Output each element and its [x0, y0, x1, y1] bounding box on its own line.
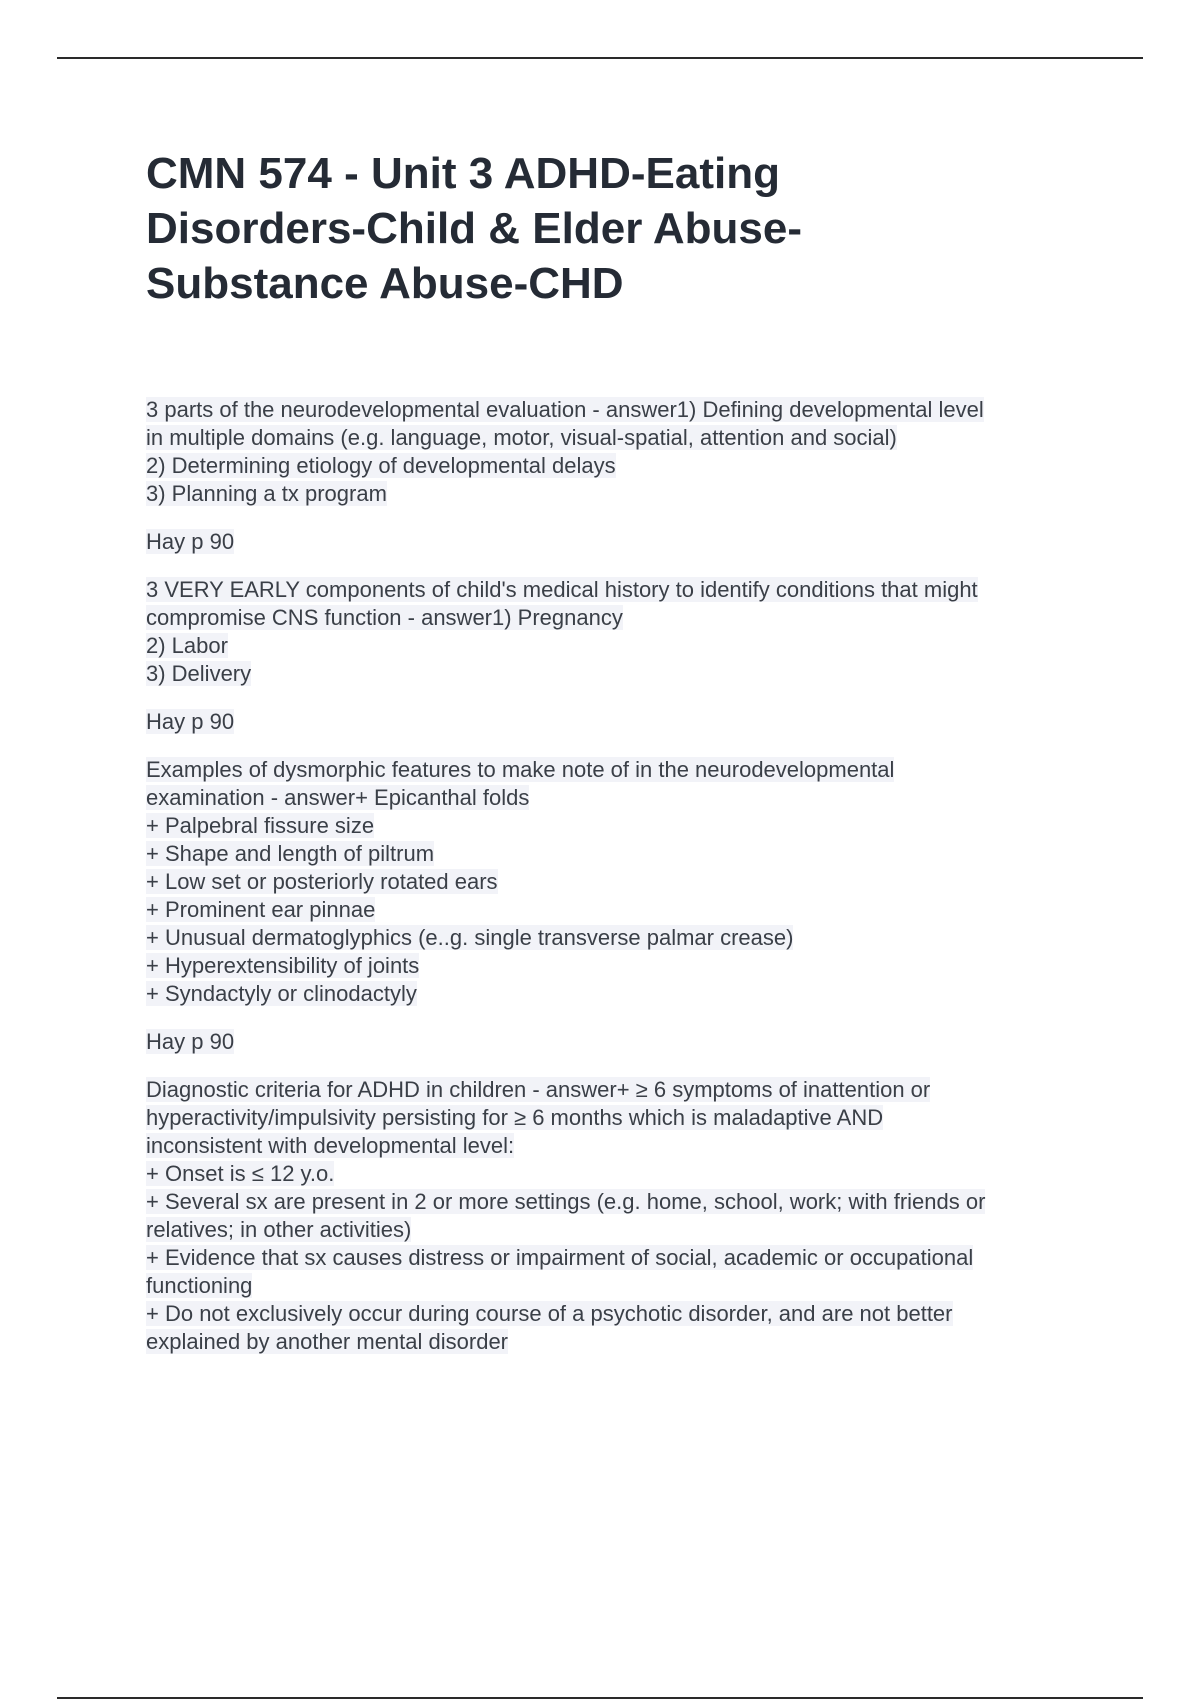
card-text-line: hyperactivity/impulsivity persisting for ≥ 6 months which is maladaptive AND	[146, 1105, 884, 1130]
card-text-line: 3) Planning a tx program	[146, 481, 387, 506]
card-text-line: + Evidence that sx causes distress or impairment of social, academic or occupational	[146, 1245, 974, 1270]
card-text-line: Examples of dysmorphic features to make note of in the neurodevelopmental	[146, 757, 895, 782]
card-text-line: + Prominent ear pinnae	[146, 897, 376, 922]
card-text-line: + Hyperextensibility of joints	[146, 953, 420, 978]
source-reference: Hay p 90	[146, 1029, 235, 1054]
title-line: CMN 574 - Unit 3 ADHD-Eating	[146, 149, 780, 198]
card-text-line: + Shape and length of piltrum	[146, 841, 435, 866]
card-text-line: + Syndactyly or clinodactyly	[146, 981, 417, 1006]
card-text-line: + Do not exclusively occur during course of a psychotic disorder, and are not better	[146, 1301, 953, 1326]
card-text-line: explained by another mental disorder	[146, 1329, 509, 1354]
top-rule	[57, 57, 1143, 59]
source-reference: Hay p 90	[146, 529, 235, 554]
card-text-line: + Onset is ≤ 12 y.o.	[146, 1161, 335, 1186]
source-reference: Hay p 90	[146, 709, 235, 734]
card-text-line: Diagnostic criteria for ADHD in children - answer+ ≥ 6 symptoms of inattention or	[146, 1077, 931, 1102]
card-text-line: examination - answer+ Epicanthal folds	[146, 785, 530, 810]
card-text-line: 3) Delivery	[146, 661, 252, 686]
page-title	[146, 146, 1046, 311]
title-line: Disorders-Child & Elder Abuse-	[146, 204, 803, 253]
title-line: Substance Abuse-CHD	[146, 259, 624, 308]
flashcard	[146, 396, 1086, 556]
card-text-line: inconsistent with developmental level:	[146, 1133, 515, 1158]
card-text-line: relatives; in other activities)	[146, 1217, 412, 1242]
card-text-line: 3 VERY EARLY components of child's medical history to identify conditions that might	[146, 577, 978, 602]
card-text-line: + Palpebral fissure size	[146, 813, 375, 838]
flashcard	[146, 576, 1086, 736]
card-text-line: 2) Determining etiology of developmental delays	[146, 453, 616, 478]
flashcard	[146, 756, 1086, 1056]
flashcard	[146, 1076, 1086, 1356]
flashcard-list	[146, 396, 1086, 1376]
card-text-line: compromise CNS function - answer1) Pregnancy	[146, 605, 623, 630]
card-text-line: + Several sx are present in 2 or more settings (e.g. home, school, work; with friends or	[146, 1189, 986, 1214]
bottom-rule	[57, 1697, 1143, 1699]
card-text-line: + Unusual dermatoglyphics (e..g. single transverse palmar crease)	[146, 925, 794, 950]
card-text-line: 3 parts of the neurodevelopmental evaluation - answer1) Defining developmental level	[146, 397, 984, 422]
card-text-line: 2) Labor	[146, 633, 228, 658]
card-text-line: + Low set or posteriorly rotated ears	[146, 869, 498, 894]
card-text-line: functioning	[146, 1273, 253, 1298]
card-text-line: in multiple domains (e.g. language, motor, visual-spatial, attention and social)	[146, 425, 897, 450]
